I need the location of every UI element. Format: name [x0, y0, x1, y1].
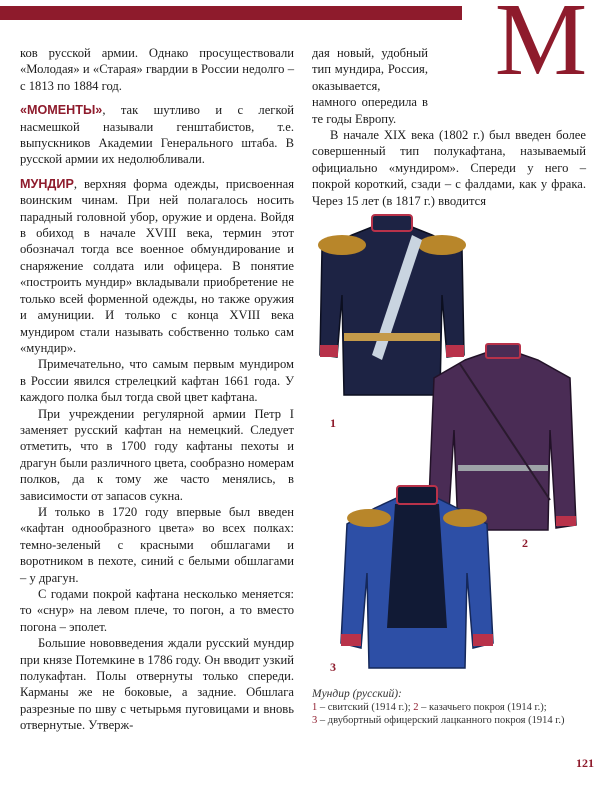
entry-text: , так шутливо и с легкой насмешкой называли генштабистов, т.е. выпускников Академии Генерального штаба. В русской армии их недолюбливали. [20, 103, 294, 167]
figure-number-1: 1 [330, 416, 336, 430]
caption-text: – казачьего покроя (1914 г.); [418, 702, 547, 713]
paragraph: При учреждении регулярной армии Петр I заменяет русский кафтан на немецкий. Следует отметить, что в 1700 году кафтаны пехоты и драгун были различного цвета, сообразно номерам полков, да к тому же часто менялись, в зависимости от запасов сукна. [20, 406, 294, 503]
caption-text: – двубортный офицерский лацканного покроя (1914 г.) [317, 715, 565, 726]
entry-moments [20, 102, 294, 168]
figure-caption [312, 688, 602, 727]
caption-num: 3 [312, 715, 318, 726]
paragraph: ков русской армии. Однако просуществовали «Молодая» и «Старая» гвардии в России недолго – с 1813 по 1884 год. [20, 46, 294, 93]
caption-num: 1 [312, 702, 318, 713]
uniform-illustration-3 [335, 478, 500, 678]
entry-mundir [20, 176, 294, 356]
figure-number-2: 2 [522, 536, 528, 550]
caption-items [312, 701, 602, 727]
section-letter: М [494, 0, 588, 97]
entry-text: , верхняя форма одежды, присвоенная воинским чинам. При ней полагалось носить парадный головной убор, оружие и ордена. Войдя в обиход в начале XVIII века, термин этот обозначал тогда все военное обмундирование и снаряжение солдата или офицера. В понятие «построить мундир» вкладывали приобретение не только всей форменной одежды, но также оружия и амуниции. И только с конца XVIII века мундиром стали называть собственно только сам «мундир». [20, 176, 294, 355]
term-heading: «МОМЕНТЫ» [20, 103, 103, 118]
paragraph: С годами покрой кафтана несколько меняется: то «снур» на левом плече, то погон, а то вместо погона – эполет. [20, 587, 294, 634]
page-number: 121 [576, 756, 594, 770]
left-column [20, 45, 294, 734]
right-column [312, 45, 586, 209]
caption-num: 2 [413, 702, 419, 713]
paragraph: В начале XIX века (1802 г.) был введен более совершенный тип полукафтана, называемый официально «мундиром». Спереди у него – покрой короткий, сзади – с фалдами, как у фрака. Через 15 лет (в 1817 г.) вводится [312, 128, 586, 208]
paragraph: И только в 1720 году впервые был введен «кафтан однообразного цвета» во всех полках: темно-зеленый с красными обшлагами и воротником в пехоте, синий с белыми обшлагами – у драгун. [20, 504, 294, 585]
paragraph: Примечательно, что самым первым мундиром в России явился стрелецкий кафтан 1661 года. У каждого полка был тогда свой цвет кафтана. [20, 357, 294, 405]
term-heading: МУНДИР [20, 176, 74, 191]
figure-number-3: 3 [330, 660, 336, 674]
header-bar [0, 6, 462, 20]
caption-title: Мундир (русский): [312, 688, 402, 700]
paragraph: дая новый, удобный тип мундира, Россия, оказывается, намного опередила в те годы Европу. [312, 46, 428, 126]
paragraph: Большие нововведения ждали русский мундир при князе Потемкине в 1786 году. Он вводит узкий полукафтан. Полы отвернуты только спереди. Карманы же не боковые, а задние. Обшлага разрезные по шву с четырьмя пуговицами и вновь отвернутые. Утверж- [20, 636, 294, 733]
caption-text: – свитский (1914 г.); [317, 702, 414, 713]
